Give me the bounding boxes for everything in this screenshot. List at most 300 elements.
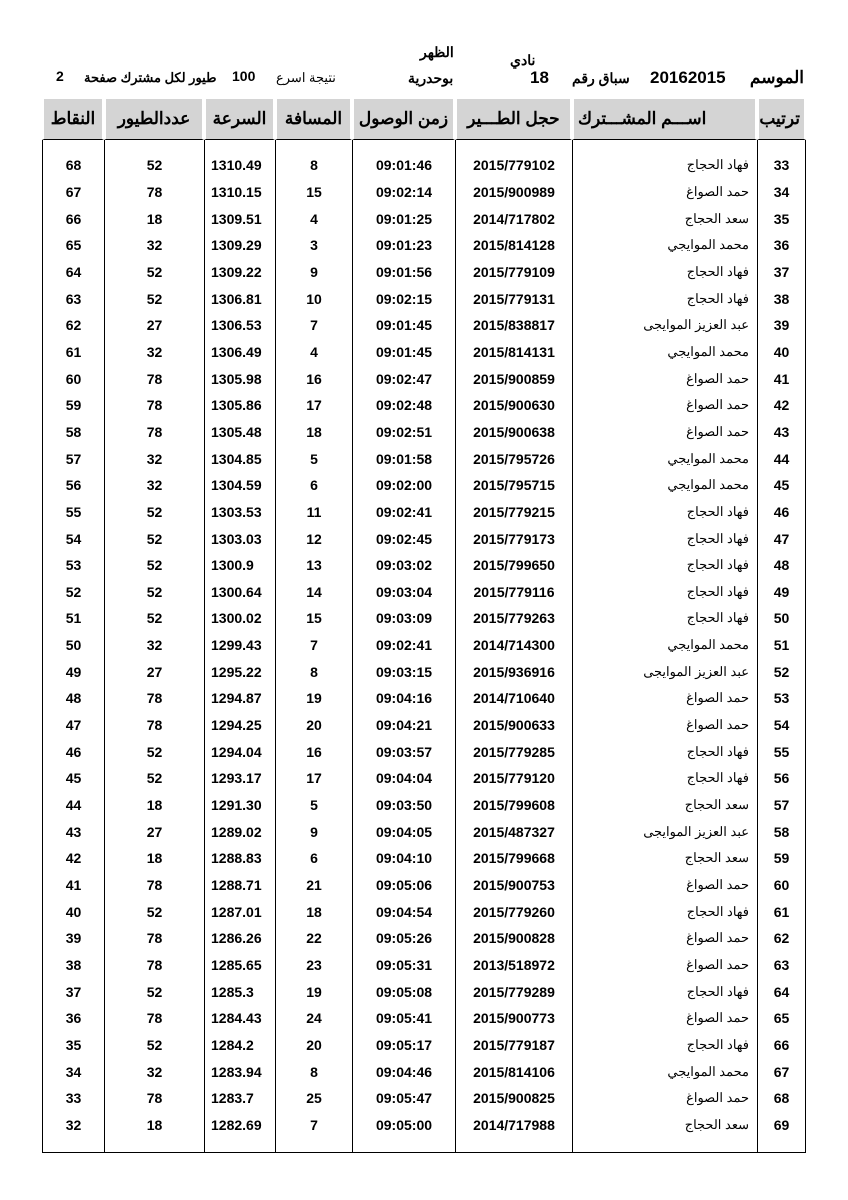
cell-distance: 17	[275, 765, 352, 792]
cell-bird-count: 52	[104, 552, 204, 579]
cell-rank: 48	[757, 552, 806, 579]
cell-arrival-time: 09:02:41	[352, 632, 455, 659]
cell-arrival-time: 09:04:04	[352, 765, 455, 792]
table-row	[42, 845, 806, 872]
spacer-cell	[757, 140, 806, 152]
cell-points: 53	[42, 552, 104, 579]
cell-bird-count: 52	[104, 738, 204, 765]
cell-speed: 1285.65	[204, 952, 275, 979]
cell-member-name: فهاد الحجاج	[572, 499, 757, 526]
cell-arrival-time: 09:05:41	[352, 1005, 455, 1032]
cell-bird-ring: 2015/900773	[455, 1005, 572, 1032]
spacer-cell	[455, 1138, 572, 1153]
cell-bird-count: 52	[104, 1032, 204, 1059]
cell-speed: 1304.59	[204, 472, 275, 499]
cell-speed: 1300.9	[204, 552, 275, 579]
cell-arrival-time: 09:05:08	[352, 978, 455, 1005]
cell-rank: 51	[757, 632, 806, 659]
cell-arrival-time: 09:05:26	[352, 925, 455, 952]
cell-member-name: محمد الموايجي	[572, 472, 757, 499]
table-row	[42, 392, 806, 419]
cell-rank: 55	[757, 738, 806, 765]
cell-points: 65	[42, 232, 104, 259]
spacer-cell	[352, 140, 455, 152]
cell-bird-count: 18	[104, 792, 204, 819]
table-row	[42, 952, 806, 979]
cell-rank: 64	[757, 978, 806, 1005]
cell-distance: 5	[275, 792, 352, 819]
result-label: نتيجة اسرع	[276, 70, 336, 85]
cell-speed: 1309.51	[204, 205, 275, 232]
cell-points: 38	[42, 952, 104, 979]
table-row	[42, 1032, 806, 1059]
table-row	[42, 738, 806, 765]
cell-points: 63	[42, 285, 104, 312]
table-row	[42, 312, 806, 339]
cell-distance: 8	[275, 152, 352, 179]
cell-points: 49	[42, 658, 104, 685]
season-value: 20162015	[650, 68, 726, 87]
cell-bird-count: 52	[104, 152, 204, 179]
cell-bird-ring: 2015/900630	[455, 392, 572, 419]
cell-points: 42	[42, 845, 104, 872]
spacer-cell	[455, 140, 572, 152]
cell-member-name: فهاد الحجاج	[572, 579, 757, 606]
cell-distance: 14	[275, 579, 352, 606]
cell-member-name: حمد الصواغ	[572, 872, 757, 899]
cell-rank: 50	[757, 605, 806, 632]
spacer-cell	[572, 140, 757, 152]
cell-arrival-time: 09:01:58	[352, 445, 455, 472]
cell-distance: 18	[275, 898, 352, 925]
cell-bird-ring: 2015/799668	[455, 845, 572, 872]
cell-speed: 1305.98	[204, 365, 275, 392]
cell-arrival-time: 09:02:41	[352, 499, 455, 526]
cell-rank: 33	[757, 152, 806, 179]
cell-rank: 42	[757, 392, 806, 419]
cell-bird-ring: 2015/487327	[455, 818, 572, 845]
cell-bird-ring: 2015/779215	[455, 499, 572, 526]
spacer-cell	[275, 140, 352, 152]
cell-points: 62	[42, 312, 104, 339]
cell-distance: 8	[275, 658, 352, 685]
cell-bird-ring: 2013/518972	[455, 952, 572, 979]
cell-points: 51	[42, 605, 104, 632]
spacer-row	[42, 140, 806, 152]
cell-speed: 1293.17	[204, 765, 275, 792]
cell-distance: 7	[275, 632, 352, 659]
cell-member-name: فهاد الحجاج	[572, 898, 757, 925]
cell-member-name: حمد الصواغ	[572, 179, 757, 206]
cell-member-name: محمد الموايجي	[572, 339, 757, 366]
cell-speed: 1305.48	[204, 419, 275, 446]
cell-member-name: فهاد الحجاج	[572, 605, 757, 632]
cell-points: 64	[42, 259, 104, 286]
cell-arrival-time: 09:03:50	[352, 792, 455, 819]
spacer-cell	[275, 1138, 352, 1153]
cell-bird-ring: 2015/900828	[455, 925, 572, 952]
cell-member-name: حمد الصواغ	[572, 712, 757, 739]
cell-rank: 43	[757, 419, 806, 446]
cell-rank: 56	[757, 765, 806, 792]
cell-rank: 37	[757, 259, 806, 286]
table-row	[42, 1112, 806, 1139]
cell-rank: 39	[757, 312, 806, 339]
table-row	[42, 499, 806, 526]
cell-speed: 1309.22	[204, 259, 275, 286]
cell-speed: 1300.02	[204, 605, 275, 632]
cell-member-name: عبد العزيز الموايجى	[572, 312, 757, 339]
cell-bird-count: 27	[104, 312, 204, 339]
cell-bird-ring: 2015/779102	[455, 152, 572, 179]
cell-rank: 45	[757, 472, 806, 499]
spacer-cell	[352, 1138, 455, 1153]
cell-speed: 1300.64	[204, 579, 275, 606]
cell-arrival-time: 09:01:45	[352, 339, 455, 366]
cell-bird-ring: 2015/779131	[455, 285, 572, 312]
cell-points: 60	[42, 365, 104, 392]
cell-speed: 1284.43	[204, 1005, 275, 1032]
cell-bird-ring: 2014/714300	[455, 632, 572, 659]
cell-bird-count: 52	[104, 765, 204, 792]
cell-speed: 1287.01	[204, 898, 275, 925]
cell-member-name: محمد الموايجي	[572, 632, 757, 659]
cell-member-name: سعد الحجاج	[572, 1112, 757, 1139]
cell-speed: 1288.71	[204, 872, 275, 899]
cell-speed: 1291.30	[204, 792, 275, 819]
cell-arrival-time: 09:01:46	[352, 152, 455, 179]
cell-bird-ring: 2015/779263	[455, 605, 572, 632]
cell-rank: 69	[757, 1112, 806, 1139]
cell-points: 55	[42, 499, 104, 526]
cell-bird-ring: 2015/795726	[455, 445, 572, 472]
cell-member-name: حمد الصواغ	[572, 365, 757, 392]
cell-distance: 8	[275, 1058, 352, 1085]
cell-distance: 4	[275, 339, 352, 366]
cell-points: 37	[42, 978, 104, 1005]
cell-bird-ring: 2015/900753	[455, 872, 572, 899]
cell-bird-ring: 2015/900638	[455, 419, 572, 446]
cell-distance: 10	[275, 285, 352, 312]
cell-distance: 19	[275, 978, 352, 1005]
cell-rank: 54	[757, 712, 806, 739]
table-row	[42, 925, 806, 952]
cell-bird-count: 27	[104, 658, 204, 685]
cell-bird-ring: 2015/779285	[455, 738, 572, 765]
cell-rank: 68	[757, 1085, 806, 1112]
cell-arrival-time: 09:04:46	[352, 1058, 455, 1085]
cell-rank: 67	[757, 1058, 806, 1085]
cell-arrival-time: 09:05:06	[352, 872, 455, 899]
cell-arrival-time: 09:03:57	[352, 738, 455, 765]
cell-member-name: حمد الصواغ	[572, 952, 757, 979]
cell-bird-count: 52	[104, 285, 204, 312]
cell-speed: 1288.83	[204, 845, 275, 872]
cell-member-name: محمد الموايجي	[572, 445, 757, 472]
cell-arrival-time: 09:05:47	[352, 1085, 455, 1112]
cell-distance: 6	[275, 472, 352, 499]
cell-speed: 1303.03	[204, 525, 275, 552]
cell-rank: 60	[757, 872, 806, 899]
table-row	[42, 552, 806, 579]
cell-points: 67	[42, 179, 104, 206]
cell-rank: 35	[757, 205, 806, 232]
table-row	[42, 1005, 806, 1032]
table-row	[42, 605, 806, 632]
cell-points: 41	[42, 872, 104, 899]
cell-arrival-time: 09:02:14	[352, 179, 455, 206]
cell-arrival-time: 09:04:16	[352, 685, 455, 712]
cell-points: 32	[42, 1112, 104, 1139]
cell-rank: 52	[757, 658, 806, 685]
table-row	[42, 658, 806, 685]
spacer-cell	[104, 1138, 204, 1153]
spacer-cell	[204, 140, 275, 152]
club-label: نادي	[510, 52, 536, 68]
cell-rank: 57	[757, 792, 806, 819]
cell-member-name: حمد الصواغ	[572, 419, 757, 446]
cell-bird-count: 52	[104, 605, 204, 632]
cell-speed: 1295.22	[204, 658, 275, 685]
table-row	[42, 765, 806, 792]
cell-bird-count: 52	[104, 898, 204, 925]
cell-speed: 1294.87	[204, 685, 275, 712]
cell-arrival-time: 09:02:15	[352, 285, 455, 312]
table-row	[42, 525, 806, 552]
cell-distance: 23	[275, 952, 352, 979]
cell-rank: 61	[757, 898, 806, 925]
cell-member-name: فهاد الحجاج	[572, 152, 757, 179]
cell-bird-count: 18	[104, 845, 204, 872]
cell-bird-ring: 2015/838817	[455, 312, 572, 339]
cell-bird-ring: 2015/779187	[455, 1032, 572, 1059]
table-row	[42, 445, 806, 472]
cell-arrival-time: 09:02:00	[352, 472, 455, 499]
cell-bird-ring: 2015/900825	[455, 1085, 572, 1112]
cell-rank: 38	[757, 285, 806, 312]
cell-points: 57	[42, 445, 104, 472]
cell-speed: 1284.2	[204, 1032, 275, 1059]
cell-distance: 17	[275, 392, 352, 419]
table-row	[42, 232, 806, 259]
cell-distance: 9	[275, 818, 352, 845]
cell-distance: 15	[275, 179, 352, 206]
table-row	[42, 419, 806, 446]
cell-points: 56	[42, 472, 104, 499]
cell-bird-count: 78	[104, 1005, 204, 1032]
column-header-distance: المسافة	[275, 97, 352, 140]
cell-points: 39	[42, 925, 104, 952]
cell-distance: 21	[275, 872, 352, 899]
header-row	[42, 97, 806, 140]
cell-speed: 1285.3	[204, 978, 275, 1005]
cell-member-name: فهاد الحجاج	[572, 259, 757, 286]
cell-arrival-time: 09:04:54	[352, 898, 455, 925]
column-header-bird-count: عددالطيور	[104, 97, 204, 140]
cell-bird-count: 52	[104, 259, 204, 286]
cell-speed: 1306.53	[204, 312, 275, 339]
spacer-cell	[42, 1138, 104, 1153]
cell-rank: 58	[757, 818, 806, 845]
table-row	[42, 579, 806, 606]
cell-member-name: فهاد الحجاج	[572, 765, 757, 792]
cell-distance: 4	[275, 205, 352, 232]
cell-bird-count: 32	[104, 632, 204, 659]
cell-bird-ring: 2015/799608	[455, 792, 572, 819]
race-number: 18	[530, 68, 549, 87]
cell-distance: 16	[275, 365, 352, 392]
cell-member-name: سعد الحجاج	[572, 205, 757, 232]
cell-rank: 34	[757, 179, 806, 206]
cell-member-name: فهاد الحجاج	[572, 285, 757, 312]
table-row	[42, 898, 806, 925]
cell-member-name: حمد الصواغ	[572, 1005, 757, 1032]
cell-bird-ring: 2015/936916	[455, 658, 572, 685]
cell-arrival-time: 09:05:17	[352, 1032, 455, 1059]
cell-bird-ring: 2015/799650	[455, 552, 572, 579]
club-name: الظهر	[420, 44, 454, 60]
cell-points: 48	[42, 685, 104, 712]
race-location: بوحدرية	[408, 70, 454, 86]
cell-points: 47	[42, 712, 104, 739]
race-label: سباق رقم	[572, 70, 630, 86]
cell-distance: 20	[275, 1032, 352, 1059]
cell-rank: 59	[757, 845, 806, 872]
column-header-arrival-time: زمن الوصول	[352, 97, 455, 140]
cell-arrival-time: 09:02:51	[352, 419, 455, 446]
cell-speed: 1309.29	[204, 232, 275, 259]
spacer-cell	[104, 140, 204, 152]
cell-points: 36	[42, 1005, 104, 1032]
cell-speed: 1294.25	[204, 712, 275, 739]
cell-bird-count: 52	[104, 579, 204, 606]
spacer-row	[42, 1138, 806, 1153]
table-row	[42, 872, 806, 899]
cell-bird-count: 78	[104, 392, 204, 419]
cell-member-name: فهاد الحجاج	[572, 552, 757, 579]
page-number: 2	[56, 68, 64, 84]
spacer-cell	[204, 1138, 275, 1153]
cell-bird-ring: 2015/779120	[455, 765, 572, 792]
cell-rank: 47	[757, 525, 806, 552]
cell-arrival-time: 09:04:21	[352, 712, 455, 739]
cell-rank: 36	[757, 232, 806, 259]
cell-bird-count: 78	[104, 365, 204, 392]
table-row	[42, 285, 806, 312]
cell-arrival-time: 09:02:47	[352, 365, 455, 392]
cell-bird-count: 32	[104, 472, 204, 499]
cell-points: 66	[42, 205, 104, 232]
cell-points: 45	[42, 765, 104, 792]
cell-points: 54	[42, 525, 104, 552]
cell-speed: 1303.53	[204, 499, 275, 526]
cell-bird-count: 78	[104, 952, 204, 979]
cell-arrival-time: 09:02:45	[352, 525, 455, 552]
cell-distance: 7	[275, 1112, 352, 1139]
cell-speed: 1294.04	[204, 738, 275, 765]
cell-distance: 7	[275, 312, 352, 339]
cell-bird-ring: 2015/779109	[455, 259, 572, 286]
cell-speed: 1282.69	[204, 1112, 275, 1139]
table-row	[42, 818, 806, 845]
column-header-rank: ترتيب	[757, 97, 806, 140]
spacer-cell	[757, 1138, 806, 1153]
cell-distance: 3	[275, 232, 352, 259]
cell-arrival-time: 09:04:10	[352, 845, 455, 872]
cell-bird-count: 52	[104, 499, 204, 526]
cell-bird-count: 18	[104, 1112, 204, 1139]
cell-speed: 1306.81	[204, 285, 275, 312]
cell-bird-ring: 2015/900989	[455, 179, 572, 206]
cell-speed: 1286.26	[204, 925, 275, 952]
cell-speed: 1304.85	[204, 445, 275, 472]
cell-bird-ring: 2014/710640	[455, 685, 572, 712]
cell-distance: 9	[275, 259, 352, 286]
cell-bird-count: 32	[104, 445, 204, 472]
table-row	[42, 712, 806, 739]
cell-arrival-time: 09:03:15	[352, 658, 455, 685]
cell-rank: 40	[757, 339, 806, 366]
table-row	[42, 1058, 806, 1085]
spacer-cell	[42, 140, 104, 152]
table-row	[42, 685, 806, 712]
cell-points: 44	[42, 792, 104, 819]
per-member-label: طيور لكل مشترك صفحة	[84, 70, 217, 85]
table-row	[42, 632, 806, 659]
table-row	[42, 179, 806, 206]
cell-member-name: عبد العزيز الموايجى	[572, 658, 757, 685]
cell-speed: 1283.7	[204, 1085, 275, 1112]
cell-rank: 49	[757, 579, 806, 606]
cell-arrival-time: 09:05:31	[352, 952, 455, 979]
cell-points: 40	[42, 898, 104, 925]
cell-bird-ring: 2014/717988	[455, 1112, 572, 1139]
cell-bird-ring: 2015/814106	[455, 1058, 572, 1085]
cell-member-name: محمد الموايجي	[572, 232, 757, 259]
cell-bird-ring: 2015/814128	[455, 232, 572, 259]
cell-distance: 22	[275, 925, 352, 952]
cell-distance: 19	[275, 685, 352, 712]
table-row	[42, 339, 806, 366]
cell-member-name: فهاد الحجاج	[572, 1032, 757, 1059]
table-row	[42, 365, 806, 392]
results-table	[42, 97, 806, 1153]
cell-member-name: حمد الصواغ	[572, 685, 757, 712]
table-row	[42, 205, 806, 232]
cell-member-name: عبد العزيز الموايجى	[572, 818, 757, 845]
cell-bird-count: 78	[104, 925, 204, 952]
cell-arrival-time: 09:01:45	[352, 312, 455, 339]
season-label: الموسم	[749, 68, 804, 87]
cell-distance: 15	[275, 605, 352, 632]
cell-points: 61	[42, 339, 104, 366]
cell-bird-count: 78	[104, 179, 204, 206]
cell-rank: 46	[757, 499, 806, 526]
cell-distance: 18	[275, 419, 352, 446]
cell-points: 52	[42, 579, 104, 606]
cell-bird-count: 32	[104, 1058, 204, 1085]
column-header-bird-ring: حجل الطـــير	[455, 97, 572, 140]
cell-distance: 6	[275, 845, 352, 872]
cell-bird-ring: 2015/779260	[455, 898, 572, 925]
cell-bird-ring: 2015/795715	[455, 472, 572, 499]
column-header-member-name: اســـم المشـــترك	[572, 97, 757, 140]
cell-distance: 13	[275, 552, 352, 579]
cell-speed: 1306.49	[204, 339, 275, 366]
birds-count: 100	[232, 68, 256, 84]
cell-member-name: حمد الصواغ	[572, 925, 757, 952]
cell-points: 50	[42, 632, 104, 659]
